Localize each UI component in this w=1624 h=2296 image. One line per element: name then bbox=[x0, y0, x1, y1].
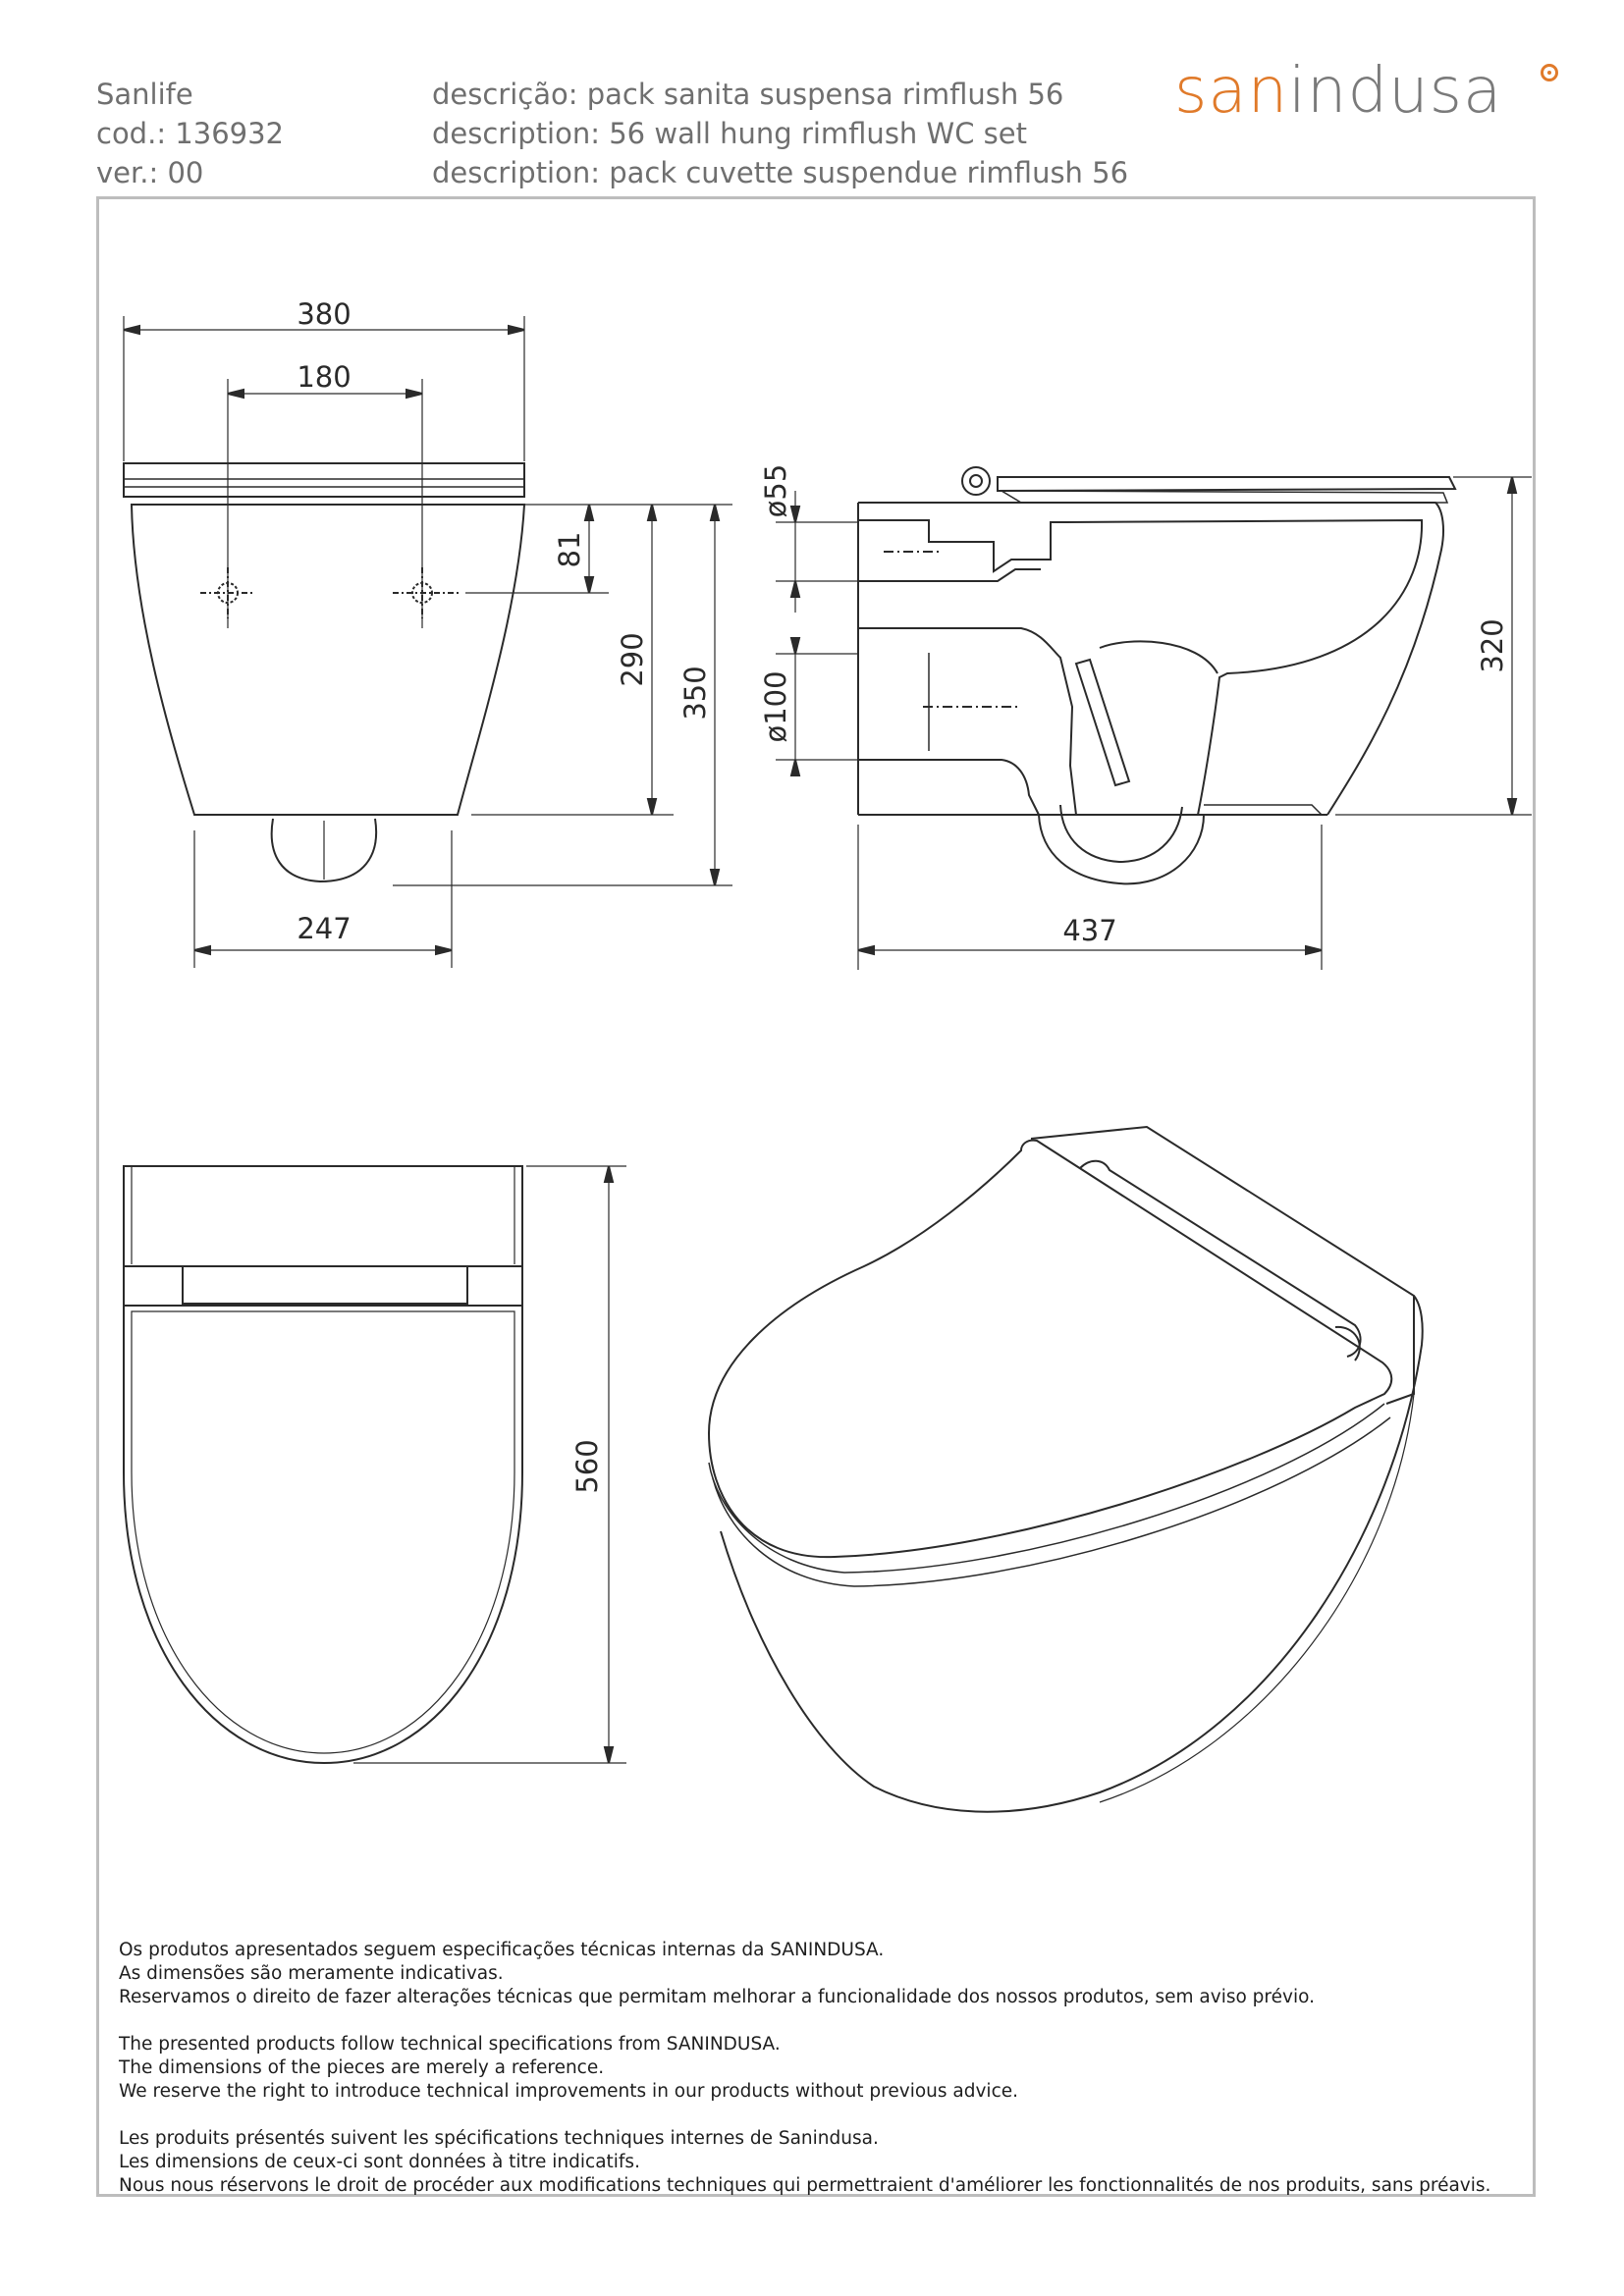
note-fr-1: Les produits présentés suivent les spécifications techniques internes de Sanindusa. bbox=[119, 2128, 879, 2149]
dim-side-height: 320 bbox=[1476, 618, 1509, 673]
logo-part-indusa: indusa bbox=[1288, 55, 1503, 128]
product-version: ver.: 00 bbox=[96, 156, 204, 189]
logo-part-san: san bbox=[1174, 55, 1289, 128]
note-en-3: We reserve the right to introduce technical improvements in our products without previous advice. bbox=[119, 2081, 1019, 2102]
note-fr-3: Nous nous réservons le droit de procéder aux modifications techniques qui permettraient d'améliorer les fonctionnalités de nos produits, sans préavis. bbox=[119, 2175, 1491, 2196]
dim-top-length: 560 bbox=[570, 1439, 604, 1494]
notes-en bbox=[119, 2033, 1490, 2104]
dim-fixing-height: 81 bbox=[553, 531, 586, 568]
disclaimer-notes bbox=[119, 1939, 1490, 2221]
dim-total-height: 350 bbox=[678, 666, 712, 721]
notes-fr bbox=[119, 2127, 1490, 2198]
dim-outlet-diameter: ø100 bbox=[759, 670, 792, 743]
product-name: Sanlife bbox=[96, 78, 193, 111]
side-section-view bbox=[776, 467, 1532, 970]
description-pt: descrição: pack sanita suspensa rimflush 56 bbox=[432, 78, 1064, 111]
dim-front-width: 380 bbox=[297, 297, 352, 331]
dim-side-length: 437 bbox=[1062, 914, 1117, 947]
top-view bbox=[124, 1166, 626, 1763]
note-pt-3: Reservamos o direito de fazer alterações técnicas que permitam melhorar a funcionalidade dos nossos produtos, sem aviso prévio. bbox=[119, 1987, 1315, 2007]
note-en-2: The dimensions of the pieces are merely a reference. bbox=[119, 2057, 605, 2078]
dim-inlet-diameter: ø55 bbox=[759, 463, 792, 518]
dim-bowl-height: 290 bbox=[616, 632, 649, 687]
note-pt-1: Os produtos apresentados seguem especificações técnicas internas da SANINDUSA. bbox=[119, 1940, 885, 1960]
note-en-1: The presented products follow technical specifications from SANINDUSA. bbox=[119, 2034, 781, 2055]
notes-pt bbox=[119, 1939, 1490, 2009]
description-fr: description: pack cuvette suspendue rimflush 56 bbox=[432, 156, 1129, 189]
dim-fixing-spacing: 180 bbox=[297, 360, 352, 394]
fixing-hole-right-icon bbox=[393, 567, 461, 618]
isometric-view bbox=[709, 1127, 1423, 1812]
dim-base-width: 247 bbox=[297, 912, 352, 945]
note-fr-2: Les dimensions de ceux-ci sont données à titre indicatifs. bbox=[119, 2152, 640, 2172]
note-pt-2: As dimensões são meramente indicativas. bbox=[119, 1963, 504, 1984]
description-en: description: 56 wall hung rimflush WC set bbox=[432, 117, 1027, 150]
product-code: cod.: 136932 bbox=[96, 117, 285, 150]
